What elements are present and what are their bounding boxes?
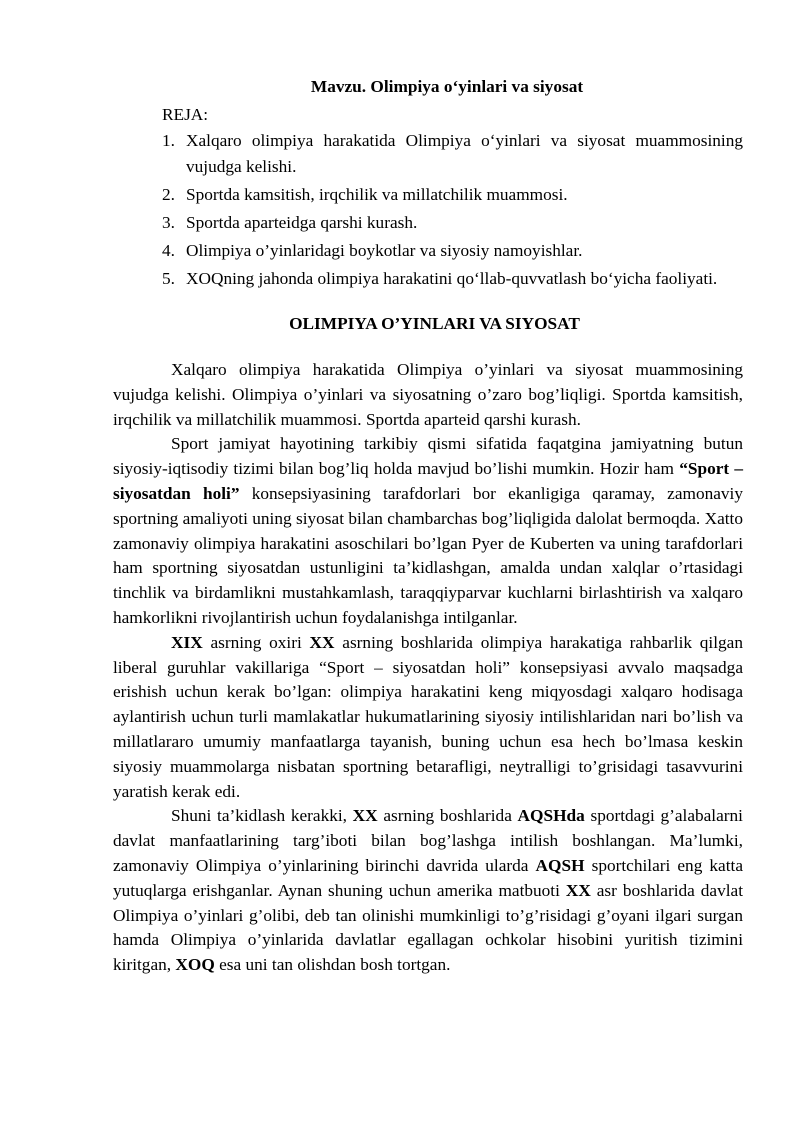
text-run: Sport jamiyat hayotining tarkibiy qismi sifatida faqatgina jamiyatning butun siyosiy-iqtisodiy tizimi bilan bog’liq holda mavjud bo’lishi mumkin. Hozir ham [113, 434, 743, 479]
text-run: sportdagi g’alabalarni davlat manfaatlarining targ’iboti bilan bog’lashga intilish boshlangan. Ma’lumki, zamonaviy Olimpiya o’yinlarining birinchi davrida ularda [113, 806, 743, 875]
bold-phrase: “Sport – siyosatdan holi” [113, 459, 744, 503]
section-title: OLIMPIYA O’YINLARI VA SIYOSAT [289, 314, 580, 333]
text-run: asrning boshlarida olimpiya harakatiga rahbarlik qilgan liberal guruhlar vakillariga “Sport – siyosatdan holi” konsepsiyasi avvalo maqsadga erishish uchun kerak bo’lgan: olimpiya harakatini keng miqyosdagi xalqaro hodisaga aylantirish uchun turli mamlakatlar hukumatlarining siyosiy intilishlaridan nari bo’lish va millatlararo umumiy manfaatlarga tayanish, buning uchun esa hech bo’lmasa keskin siyosiy muammolarga nisbatan sportning betarafligi, neytralligi to’grisidagi tasavvurini yaratish kerak edi. [113, 632, 743, 801]
text-run: esa uni tan olishdan bosh tortgan. [214, 955, 451, 975]
text-run: asr boshlarida davlat Olimpiya o’yinlari g’olibi, deb tan olinishi mumkinligi to’g’risidagi g’oyani ilgari surgan hamda Olimpiya o’yinlarida davlatlar egallagan ochkolar hisobini yuritish tizimini kiritgan, [113, 880, 743, 975]
plan-item [162, 238, 743, 264]
bold-phrase: XX [309, 632, 335, 652]
plan-item-text: Sportda kamsitish, irqchilik va millatchilik muammosi. [186, 185, 568, 204]
plan-item-number: 2. [162, 185, 175, 204]
bold-phrase: XX [565, 880, 591, 900]
paragraph-4 [113, 804, 743, 978]
text-run: Shuni ta’kidlash kerakki, [171, 806, 353, 826]
document-page [113, 74, 743, 978]
text-run: asrning boshlarida [377, 806, 518, 826]
bold-phrase: AQSH [535, 855, 585, 875]
paragraph-2 [113, 432, 743, 630]
bold-phrase: AQSHda [517, 806, 585, 826]
document-title: Mavzu. Olimpiya o‘yinlari va siyosat [310, 77, 584, 96]
plan-item-number: 5. [162, 269, 175, 288]
plan-list [162, 128, 743, 292]
bold-phrase: XIX [171, 632, 203, 652]
plan-item-text: Olimpiya o’yinlaridagi boykotlar va siyosiy namoyishlar. [186, 241, 583, 260]
plan-item-text: XOQning jahonda olimpiya harakatini qo‘llab-quvvatlash bo‘yicha faoliyati. [186, 269, 718, 288]
paragraph-1: Xalqaro olimpiya harakatida Olimpiya o’yinlari va siyosat muammosining vujudga kelishi. Olimpiya o’yinlari va siyosatning o’zaro bog’liqligi. Sportda kamsitish, irqchilik va millatchilik muammosi. Sportda aparteid qarshi kurash. [113, 360, 743, 429]
plan-item [162, 128, 743, 180]
plan-item [162, 266, 743, 292]
bold-phrase: XOQ [175, 955, 215, 975]
text-run: sportchilari eng katta yutuqlarga erishganlar. Aynan shuning uchun amerika matbuoti [113, 855, 744, 900]
plan-item-text: Xalqaro olimpiya harakatida Olimpiya o‘yinlari va siyosat muammosining vujudga kelishi. [186, 131, 743, 176]
plan-item-text: Sportda aparteidga qarshi kurash. [186, 213, 418, 232]
text-run: asrning oxiri [202, 632, 310, 652]
plan-item [162, 182, 743, 208]
plan-heading: REJA: [162, 105, 209, 124]
plan-item-number: 4. [162, 241, 175, 260]
plan-item [162, 210, 743, 236]
plan-item-number: 3. [162, 213, 175, 232]
text-run: konsepsiyasining tarafdorlari bor ekanligiga qaramay, zamonaviy sportning amaliyoti uning siyosat bilan chambarchas bog’liqligida dalolat bermoqda. Xatto zamonaviy olimpiya harakatini asoschilari bo’lgan Pyer de Kuberten va uning tarafdorlari ham sportning siyosatdan ustunligini ta’kidlashgan, amalda undan xalqlar o’rtasidagi tinchlik va birdamlikni mustahkamlash, taraqqiyparvar kuchlarni birlashtirish va xalqaro hamkorlikni rivojlantirish uchun foydalanishga intilganlar. [113, 483, 744, 627]
bold-phrase: XX [352, 806, 378, 826]
paragraph-3 [113, 631, 743, 805]
plan-item-number: 1. [162, 131, 175, 150]
